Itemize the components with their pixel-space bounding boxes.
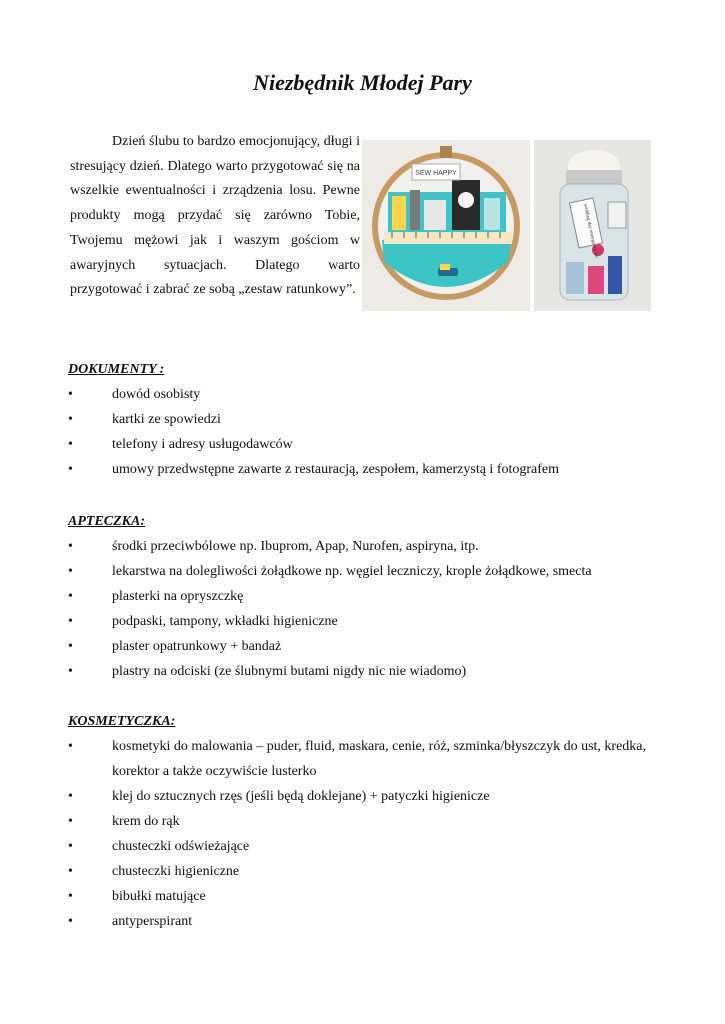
bullet: • [68, 539, 73, 554]
jar-tag-text: wedding day emergency kit [582, 203, 599, 259]
bullet: • [68, 437, 73, 452]
list-item: • podpaski, tampony, wkładki higieniczne [68, 609, 668, 634]
section-heading: APTECZKA: [68, 514, 146, 529]
intro-paragraph [70, 130, 360, 303]
bullet: • [68, 564, 73, 579]
bullet: • [68, 864, 73, 879]
bullet: • [68, 387, 73, 402]
list-item: • plastry na odciski (ze ślubnymi butami nigdy nic nie wiadomo) [68, 659, 668, 684]
list-item: • plasterki na opryszczkę [68, 584, 668, 609]
list-item: • środki przeciwbólowe np. Ibuprom, Apap, Nurofen, aspiryna, itp. [68, 534, 668, 559]
bullet: • [68, 639, 73, 654]
list-item: • umowy przedwstępne zawarte z restauracją, zespołem, kamerzystą i fotografem [68, 457, 668, 482]
bullet: • [68, 664, 73, 679]
section-heading: KOSMETYCZKA: [68, 714, 176, 729]
document-title: Niezbędnik Młodej Pary [253, 70, 472, 95]
list-item: • antyperspirant [68, 909, 668, 934]
apteczka-list [68, 534, 668, 684]
section-heading: DOKUMENTY : [68, 362, 165, 377]
kosmetyczka-list [68, 734, 668, 934]
list-item: • dowód osobisty [68, 382, 668, 407]
jar-kit-image [534, 140, 651, 311]
section-apteczka [68, 510, 668, 684]
list-item: • chusteczki odświeżające [68, 834, 668, 859]
section-dokumenty [68, 358, 668, 482]
section-kosmetyczka [68, 710, 668, 934]
bullet: • [68, 839, 73, 854]
list-item: • chusteczki higieniczne [68, 859, 668, 884]
bullet: • [68, 889, 73, 904]
list-item: • plaster opatrunkowy + bandaż [68, 634, 668, 659]
bullet: • [68, 412, 73, 427]
list-item: • lekarstwa na dolegliwości żołądkowe np. węgiel leczniczy, krople żołądkowe, smecta [68, 559, 668, 584]
bullet: • [68, 462, 73, 477]
emergency-kit-photo [362, 140, 651, 311]
list-item: • bibułki matujące [68, 884, 668, 909]
list-item: • telefony i adresy usługodawców [68, 432, 668, 457]
hoop-organizer-image [362, 140, 530, 311]
bullet: • [68, 739, 73, 754]
list-item: • kartki ze spowiedzi [68, 407, 668, 432]
intro-text: Dzień ślubu to bardzo emocjonujący, długi i stresujący dzień. Dlatego warto przygotować się na wszelkie ewentualności i zrządzenia losu. Pewne produkty mogą przydać się zarówno Tobie, Twojemu mężowi jak i waszym gościom w awaryjnych sytuacjach. Dlatego warto przygotować i zabrać ze sobą „zestaw ratunkowy”. [70, 134, 360, 298]
bullet: • [68, 914, 73, 929]
bullet: • [68, 814, 73, 829]
bullet: • [68, 789, 73, 804]
sew-happy-badge-text: SEW HAPPY [415, 170, 457, 177]
bullet: • [68, 589, 73, 604]
list-item: • krem do rąk [68, 809, 668, 834]
list-item: • klej do sztucznych rzęs (jeśli będą doklejane) + patyczki higienicze [68, 784, 668, 809]
bullet: • [68, 614, 73, 629]
list-item: • kosmetyki do malowania – puder, fluid, maskara, cenie, róż, szminka/błyszczyk do ust, kredka, korektor a także oczywiście lusterko [68, 734, 668, 784]
dokumenty-list [68, 382, 668, 482]
